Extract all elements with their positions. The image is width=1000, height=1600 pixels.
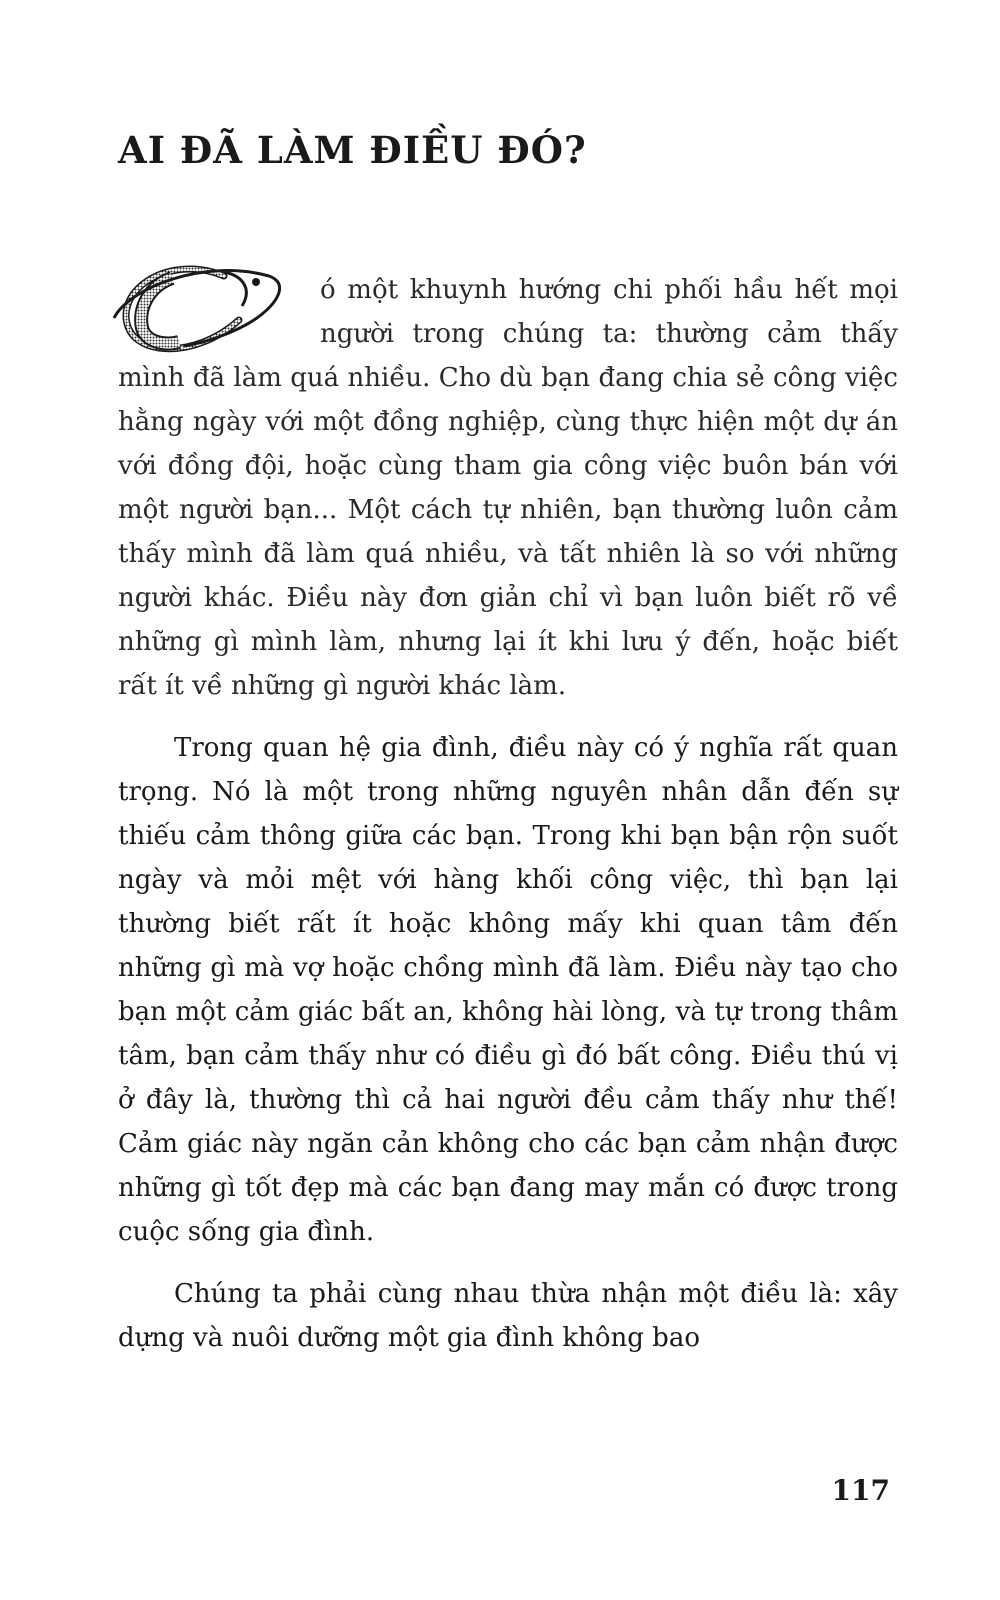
page-number: 117: [831, 1474, 890, 1507]
chapter-title: AI ĐÃ LÀM ĐIỀU ĐÓ?: [118, 128, 587, 172]
drop-cap-ornament: [74, 258, 314, 350]
paragraph-1-text: ó một khuynh hướng chi phối hầu hết mọi người trong chúng ta: thường cảm thấy mình đã làm quá nhiều. Cho dù bạn đang chia sẻ công việc hằng ngày với một đồng nghiệp, cùng thực hiện một dự án với đồng đội, hoặc cùng tham gia công việc buôn bán với một người bạn... Một cách tự nhiên, bạn thường luôn cảm thấy mình đã làm quá nhiều, và tất nhiên là so với những người khác. Điều này đơn giản chỉ vì bạn luôn biết rõ về những gì mình làm, nhưng lại ít khi lưu ý đến, hoặc biết rất ít về những gì người khác làm.: [118, 275, 898, 701]
chapter-body: [118, 268, 898, 1360]
paragraph-1: [118, 268, 898, 708]
drop-cap-c-glyph: [74, 258, 314, 358]
paragraph-2: Trong quan hệ gia đình, điều này có ý nghĩa rất quan trọng. Nó là một trong những nguyên nhân dẫn đến sự thiếu cảm thông giữa các bạn. Trong khi bạn bận rộn suốt ngày và mỏi mệt với hàng khối công việc, thì bạn lại thường biết rất ít hoặc không mấy khi quan tâm đến những gì mà vợ hoặc chồng mình đã làm. Điều này tạo cho bạn một cảm giác bất an, không hài lòng, và tự trong thâm tâm, bạn cảm thấy như có điều gì đó bất công. Điều thú vị ở đây là, thường thì cả hai người đều cảm thấy như thế! Cảm giác này ngăn cản không cho các bạn cảm nhận được những gì tốt đẹp mà các bạn đang may mắn có được trong cuộc sống gia đình.: [118, 733, 898, 1247]
paragraph-3: Chúng ta phải cùng nhau thừa nhận một điều là: xây dựng và nuôi dưỡng một gia đình không bao: [118, 1279, 898, 1353]
book-page: [118, 0, 898, 1600]
